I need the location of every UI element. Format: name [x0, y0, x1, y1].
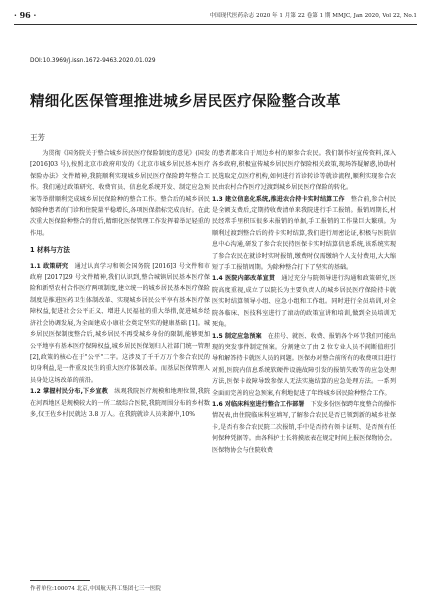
section-1-1-text: 通过认真学习和领会国务院 [2016]3 号文件和市政府 [2017]29 号文件精神,我们认识到,整合城镇居民基本医疗保险和新型农村合作医疗两项制度,建立统一的城乡居民基本医疗保险制度是推进医药卫生体制改革、实现城乡居民公平享有基本医疗保障权益,促进社会公平正义、增进人民福祉的重大举措,促进城乡经济社会协调发展,为全面建成小康社会奠定坚实的健康基础 [1]。城乡居民医保制度整合后,城乡居民不再受城乡身份的限制,能够更加公平地享有基本医疗保障权益,城乡居民医保划归人社部门统一管理 [2],政策的核心在于"公平"二字。这涉及了千千万万个参合农民的切身利益,是一件重及民生的重大医疗体制改革。而基层医保管理人员身处这场改革的前沿。	[30, 262, 211, 384]
section-1-heading: 1 材料与方法	[30, 246, 70, 255]
continued-paragraph: 的患者都来自于周边乡村的原参合农民。我们制作好宣传资料,深入各乡政府,积极宣传城乡居民医疗保险相关政策,现场答疑解惑,协助村民选取定点医疗机构,如何进行首诊转诊等就诊流程,顺利实现参合农民由农村合作医疗过渡到城乡居民医疗保险的转化。	[212, 150, 396, 192]
footnote: 作者单位:100074 北京,中国航天科工集团七三一医院	[30, 586, 161, 592]
section-1-3-heading: 1.3 建立信息化系统,推进农合持卡实时结算工作	[212, 195, 345, 203]
section-1-4-heading: 1.4 医院内部改革宣贯	[212, 275, 276, 283]
section-1-3-text: 整合前,参合村民是全额支费后,定期持收费清单来我院进行手工报销。报销周期长,村民经常手里积压很多未报销的单据,手工报销的工作量巨大繁琐。为顺利过渡到整合后的持卡实时结算,我们进行周密论证,积极与医院信息中心沟通,研发了参合农民持医保卡实时结算信息系统,该系统实现了参合农民在就诊时实时报销,缴费时仅需缴纳个人支付费用,大大缩短了手工报销周期。为除种整合打下了坚实的基础。	[212, 195, 397, 272]
section-1-1-heading: 1.1 政策研究	[30, 262, 69, 270]
section-1-2-text: 纵观我院医疗规模和地理位置,我院在河西地区是规模较大的一所二级综合医院,我院周围分布的乡村数多,仅王佐乡村民就达 3.8 万人。在我院就诊人员来源中,10%	[30, 388, 211, 418]
right-column	[212, 148, 396, 456]
journal-citation: 中国现代医药杂志 2020 年 1 月第 22 卷第 1 期 MMJC, Jan 2020, Vol 22, No.1	[209, 13, 417, 19]
page-number: · 96 ·	[14, 10, 37, 20]
author: 王芳	[30, 133, 45, 142]
section-1-4-text: 通过充分与院领导进行沟通和政策研究,医院高度重视,成立了以院长为主要负责人的城乡居民医疗保险持卡就医实时结算领导小组、应急小组和工作组。同时进行全员培训,对全院各临床、医技科室进行了滚动的政策宣讲和培训,做到全员培训无死角。	[212, 275, 397, 329]
section-1-6-text: 下发多份医保跨年度整合的操作情况表,由住院临床科室填写,了解参合农民是否已领到新的城乡社保卡,是否有参合农民院二次报销,手中是否持有领卡证明、是否预有任何保种凭据等。由各科护士长将摸底表在规定时间上报医保物协会。医保物协会与住院收费	[212, 400, 397, 454]
article-title: 精细化医保管理推进城乡居民医疗保险整合改革	[30, 94, 341, 110]
intro-paragraph: 为贯彻《国务院关于整合城乡居民医疗保险制度的意见》(国发 [2016]03 号),按照北京市政府印发的《北京市城乡居民基本医疗保险办法》文件精神,我院顺利实现城乡居民医疗保险跨年整合工作。我们通过政策研究、收费官员、信息化系统开发、制定应急预案等举措顺利完成城乡居民保险种的整合工作。整合后的城乡居民保险种患者的门诊和住院量平稳增长,各项医保指标完成良好。在此次重大医保险种整合的背后,精细化医保管理工作发挥着举足轻重的作用。	[30, 150, 210, 237]
section-1-5-heading: 1.5 制定应急预案	[212, 332, 262, 340]
left-column	[30, 148, 210, 420]
section-1-2-heading: 1.2 掌握村民分布,下乡宣教	[30, 388, 109, 396]
running-header	[14, 10, 417, 24]
header-rule	[14, 24, 417, 25]
section-1-5-text: 在挂号、就医、收费、报销各个环节我们可能出现的突发事件制定预案。分割建立了由 2 位专业人员不间断值班引导和解答持卡就医人员的问题。医保办对整合前所有的收费项目进行对照,医院内信息系统软硬件设施故障引发的报销失败等的应急处理方法,医保卡故障导致参保人无法实施结算的应急处理方法。一系列全面而完善的应急预案,有利地促进了年终城乡居民险种整合工作。	[212, 332, 396, 397]
doi-line: DOI:10.3969/j.issn.1672-9463.2020.01.029	[30, 58, 156, 64]
section-1-6-heading: 1.6 对临床科室进行整合工作部署	[212, 400, 305, 408]
footnote-rule	[30, 580, 90, 581]
